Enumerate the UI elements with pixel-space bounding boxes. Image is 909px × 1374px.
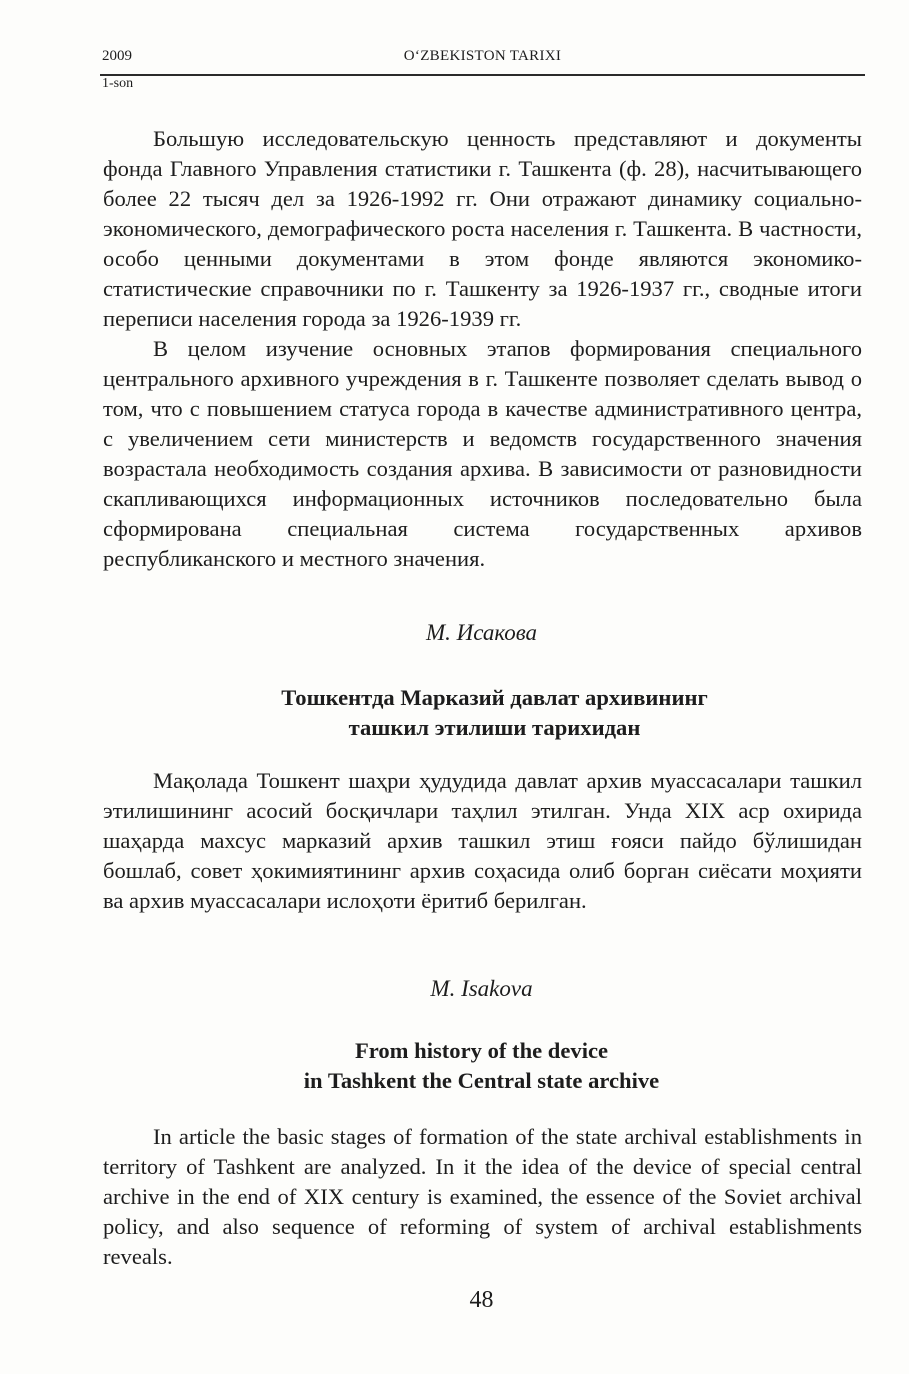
body-paragraph-1: Большую исследовательскую ценность представляют и документы фонда Главного Управления статистики г. Ташкента (ф. 28), насчитывающего более 22 тысяч дел за 1926-1992 гг. Они отражают динамику социально-экономического, демографического роста населения г. Ташкента. В частности, особо ценными документами в этом фонде являются экономико-статистические справочники по г. Ташкенту за 1926-1937 гг., сводные итоги переписи населения города за 1926-1939 гг. <box>103 126 862 331</box>
body-paragraph-2: В целом изучение основных этапов формирования специального центрального архивного учреждения в г. Ташкенте позволяет сделать вывод о том, что с повышением статуса города в качестве административного центра, с увеличением сети министерств и ведомств государственного значения возрастала необходимость создания архива. В зависимости от разновидности скапливающихся информационных источников последовательно была сформирована специальная система государственных архивов республиканского и местного значения. <box>103 336 862 571</box>
english-abstract-title-line-2: in Tashkent the Central state archive <box>303 1068 660 1093</box>
english-abstract-text: In article the basic stages of formation of the state archival establishments in territory of Tashkent are analyzed. In it the idea of the device of special central archive in the end of XIX century is examined, the essence of the Soviet archival policy, and also sequence of reforming of system of archival establishments reveals. <box>103 1124 862 1269</box>
header-journal-title: O‘ZBEKISTON TARIXI <box>403 48 562 64</box>
running-header <box>100 46 865 76</box>
english-abstract-author: M. Isakova <box>430 976 533 1001</box>
page-number: 48 <box>469 1287 494 1313</box>
uzbek-abstract-author: М. Исакова <box>425 620 538 645</box>
uzbek-abstract-title-line-2: ташкил этилиши тарихидан <box>348 715 641 740</box>
header-year: 2009 <box>102 48 132 64</box>
header-issue: 1-son <box>102 76 134 91</box>
uzbek-abstract-title-line-1: Тошкентда Марказий давлат архивининг <box>281 685 708 710</box>
english-abstract-title <box>27 1036 909 1096</box>
english-abstract-title-line-1: From history of the device <box>354 1038 609 1063</box>
uzbek-abstract-text: Мақолада Тошкент шаҳри ҳудудида давлат архив муассасалари ташкил этилишининг асосий босқичлари таҳлил этилган. Унда XIX аср охирида шаҳарда махсус марказий архив ташкил этиш ғояси пайдо бўлишидан бошлаб, совет ҳокимиятининг архив соҳасида олиб борган сиёсати моҳияти ва архив муассасалари ислоҳоти ёритиб берилган. <box>103 768 862 913</box>
uzbek-abstract-title <box>40 683 909 743</box>
